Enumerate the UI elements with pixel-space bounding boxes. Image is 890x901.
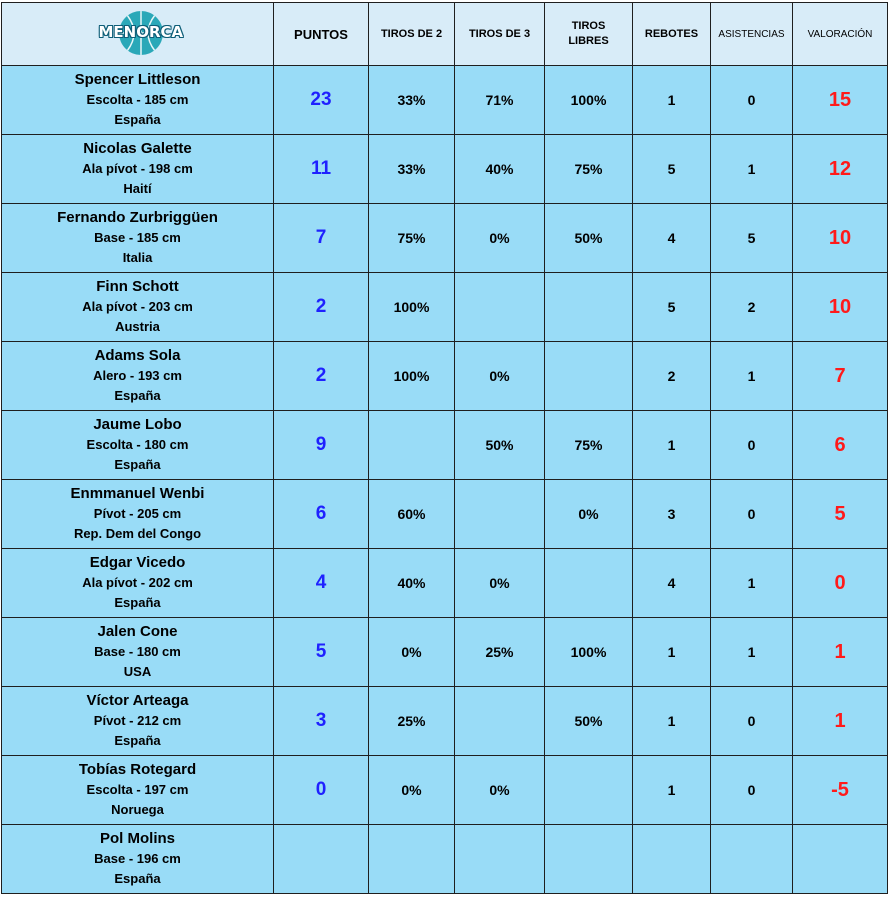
points-cell: 6	[274, 480, 369, 549]
assists-cell: 0	[711, 687, 793, 756]
free-throw-pct-cell: 100%	[545, 618, 633, 687]
header-valoracion: VALORACIÓN	[793, 3, 888, 66]
player-name: Víctor Arteaga	[86, 692, 189, 709]
player-cell	[2, 687, 274, 756]
player-position-height: Pívot - 205 cm	[93, 506, 182, 521]
player-row	[2, 342, 888, 411]
three-point-pct-cell	[455, 273, 545, 342]
free-throw-pct-cell: 0%	[545, 480, 633, 549]
free-throw-pct-cell: 100%	[545, 66, 633, 135]
player-row	[2, 687, 888, 756]
free-throw-pct-cell	[545, 549, 633, 618]
two-point-pct-cell: 75%	[369, 204, 455, 273]
player-cell	[2, 135, 274, 204]
player-nationality: España	[114, 595, 161, 610]
rating-cell: 5	[793, 480, 888, 549]
player-name: Jaume Lobo	[93, 416, 182, 433]
player-name: Adams Sola	[94, 347, 181, 364]
rating-cell: -5	[793, 756, 888, 825]
player-position-height: Base - 185 cm	[94, 230, 181, 245]
two-point-pct-cell: 40%	[369, 549, 455, 618]
rebounds-cell: 5	[633, 135, 711, 204]
player-row	[2, 135, 888, 204]
three-point-pct-cell	[455, 825, 545, 894]
rebounds-cell	[633, 825, 711, 894]
player-nationality: España	[114, 112, 161, 127]
two-point-pct-cell: 25%	[369, 687, 455, 756]
rating-cell: 0	[793, 549, 888, 618]
player-name: Enmmanuel Wenbi	[70, 485, 205, 502]
player-name: Nicolas Galette	[83, 140, 192, 157]
free-throw-pct-cell: 75%	[545, 135, 633, 204]
two-point-pct-cell: 100%	[369, 273, 455, 342]
three-point-pct-cell: 25%	[455, 618, 545, 687]
points-cell: 2	[274, 273, 369, 342]
player-name: Jalen Cone	[97, 623, 178, 640]
points-cell: 3	[274, 687, 369, 756]
points-cell: 4	[274, 549, 369, 618]
player-row	[2, 756, 888, 825]
player-position-height: Pívot - 212 cm	[93, 713, 182, 728]
three-point-pct-cell	[455, 687, 545, 756]
player-row	[2, 204, 888, 273]
assists-cell	[711, 825, 793, 894]
player-nationality: Haití	[123, 181, 152, 196]
rating-cell: 15	[793, 66, 888, 135]
player-row	[2, 480, 888, 549]
player-row	[2, 549, 888, 618]
rebounds-cell: 1	[633, 66, 711, 135]
player-name: Tobías Rotegard	[78, 761, 197, 778]
two-point-pct-cell: 100%	[369, 342, 455, 411]
points-cell	[274, 825, 369, 894]
rebounds-cell: 2	[633, 342, 711, 411]
player-position-height: Alero - 193 cm	[93, 368, 182, 383]
player-row	[2, 273, 888, 342]
rating-cell: 10	[793, 273, 888, 342]
rating-cell: 7	[793, 342, 888, 411]
three-point-pct-cell: 0%	[455, 342, 545, 411]
assists-cell: 0	[711, 480, 793, 549]
points-cell: 2	[274, 342, 369, 411]
points-cell: 5	[274, 618, 369, 687]
player-nationality: Italia	[122, 250, 153, 265]
player-cell	[2, 756, 274, 825]
header-rebotes: REBOTES	[633, 3, 711, 66]
two-point-pct-cell: 60%	[369, 480, 455, 549]
rebounds-cell: 5	[633, 273, 711, 342]
player-nationality: España	[114, 733, 161, 748]
player-name: Fernando Zurbriggüen	[57, 209, 218, 226]
three-point-pct-cell	[455, 480, 545, 549]
player-name: Edgar Vicedo	[89, 554, 186, 571]
assists-cell: 1	[711, 549, 793, 618]
player-cell	[2, 618, 274, 687]
player-position-height: Escolta - 185 cm	[86, 92, 189, 107]
player-row	[2, 618, 888, 687]
free-throw-pct-cell	[545, 342, 633, 411]
two-point-pct-cell	[369, 825, 455, 894]
player-cell	[2, 204, 274, 273]
rating-cell: 1	[793, 687, 888, 756]
rebounds-cell: 1	[633, 687, 711, 756]
header-puntos: PUNTOS	[274, 3, 369, 66]
rating-cell	[793, 825, 888, 894]
free-throw-pct-cell: 50%	[545, 687, 633, 756]
player-position-height: Base - 180 cm	[94, 644, 181, 659]
logo-text: MENORCA	[98, 23, 184, 41]
three-point-pct-cell: 40%	[455, 135, 545, 204]
player-nationality: Noruega	[111, 802, 164, 817]
team-logo-cell	[2, 3, 274, 66]
player-nationality: Austria	[115, 319, 160, 334]
player-position-height: Ala pívot - 202 cm	[82, 575, 193, 590]
two-point-pct-cell: 33%	[369, 66, 455, 135]
player-stats-table	[1, 2, 888, 894]
assists-cell: 1	[711, 618, 793, 687]
player-name: Pol Molins	[100, 830, 175, 847]
assists-cell: 5	[711, 204, 793, 273]
points-cell: 23	[274, 66, 369, 135]
header-row	[2, 3, 888, 66]
header-tiros-de-3: TIROS DE 3	[455, 3, 545, 66]
free-throw-pct-cell: 75%	[545, 411, 633, 480]
header-tiros-libres-line1: TIROS	[571, 20, 606, 32]
player-nationality: España	[114, 871, 161, 886]
rebounds-cell: 3	[633, 480, 711, 549]
menorca-logo	[98, 9, 184, 59]
rating-cell: 12	[793, 135, 888, 204]
header-tiros-libres-line2: LIBRES	[568, 35, 609, 47]
free-throw-pct-cell	[545, 273, 633, 342]
points-cell: 9	[274, 411, 369, 480]
player-row	[2, 411, 888, 480]
three-point-pct-cell: 71%	[455, 66, 545, 135]
free-throw-pct-cell	[545, 825, 633, 894]
rebounds-cell: 4	[633, 204, 711, 273]
two-point-pct-cell	[369, 411, 455, 480]
rating-cell: 1	[793, 618, 888, 687]
header-tiros-libres	[545, 3, 633, 66]
rebounds-cell: 1	[633, 618, 711, 687]
points-cell: 11	[274, 135, 369, 204]
player-nationality: USA	[123, 664, 152, 679]
assists-cell: 0	[711, 756, 793, 825]
rebounds-cell: 1	[633, 411, 711, 480]
assists-cell: 1	[711, 342, 793, 411]
free-throw-pct-cell: 50%	[545, 204, 633, 273]
player-cell	[2, 411, 274, 480]
player-position-height: Escolta - 180 cm	[86, 437, 189, 452]
player-nationality: España	[114, 457, 161, 472]
three-point-pct-cell: 0%	[455, 756, 545, 825]
player-position-height: Ala pívot - 203 cm	[82, 299, 193, 314]
player-position-height: Ala pívot - 198 cm	[82, 161, 193, 176]
player-cell	[2, 825, 274, 894]
player-cell	[2, 273, 274, 342]
player-nationality: España	[114, 388, 161, 403]
player-row	[2, 825, 888, 894]
player-cell	[2, 549, 274, 618]
two-point-pct-cell: 0%	[369, 756, 455, 825]
rating-cell: 6	[793, 411, 888, 480]
player-name: Finn Schott	[96, 278, 179, 295]
assists-cell: 1	[711, 135, 793, 204]
two-point-pct-cell: 0%	[369, 618, 455, 687]
assists-cell: 0	[711, 411, 793, 480]
three-point-pct-cell: 50%	[455, 411, 545, 480]
rating-cell: 10	[793, 204, 888, 273]
free-throw-pct-cell	[545, 756, 633, 825]
header-asistencias: ASISTENCIAS	[711, 3, 793, 66]
player-position-height: Base - 196 cm	[94, 851, 181, 866]
player-cell	[2, 342, 274, 411]
two-point-pct-cell: 33%	[369, 135, 455, 204]
three-point-pct-cell: 0%	[455, 549, 545, 618]
player-name: Spencer Littleson	[74, 71, 201, 88]
header-tiros-de-2: TIROS DE 2	[369, 3, 455, 66]
player-nationality: Rep. Dem del Congo	[73, 526, 202, 541]
player-cell	[2, 66, 274, 135]
assists-cell: 2	[711, 273, 793, 342]
points-cell: 7	[274, 204, 369, 273]
player-position-height: Escolta - 197 cm	[86, 782, 189, 797]
rebounds-cell: 1	[633, 756, 711, 825]
points-cell: 0	[274, 756, 369, 825]
player-cell	[2, 480, 274, 549]
assists-cell: 0	[711, 66, 793, 135]
player-row	[2, 66, 888, 135]
three-point-pct-cell: 0%	[455, 204, 545, 273]
rebounds-cell: 4	[633, 549, 711, 618]
